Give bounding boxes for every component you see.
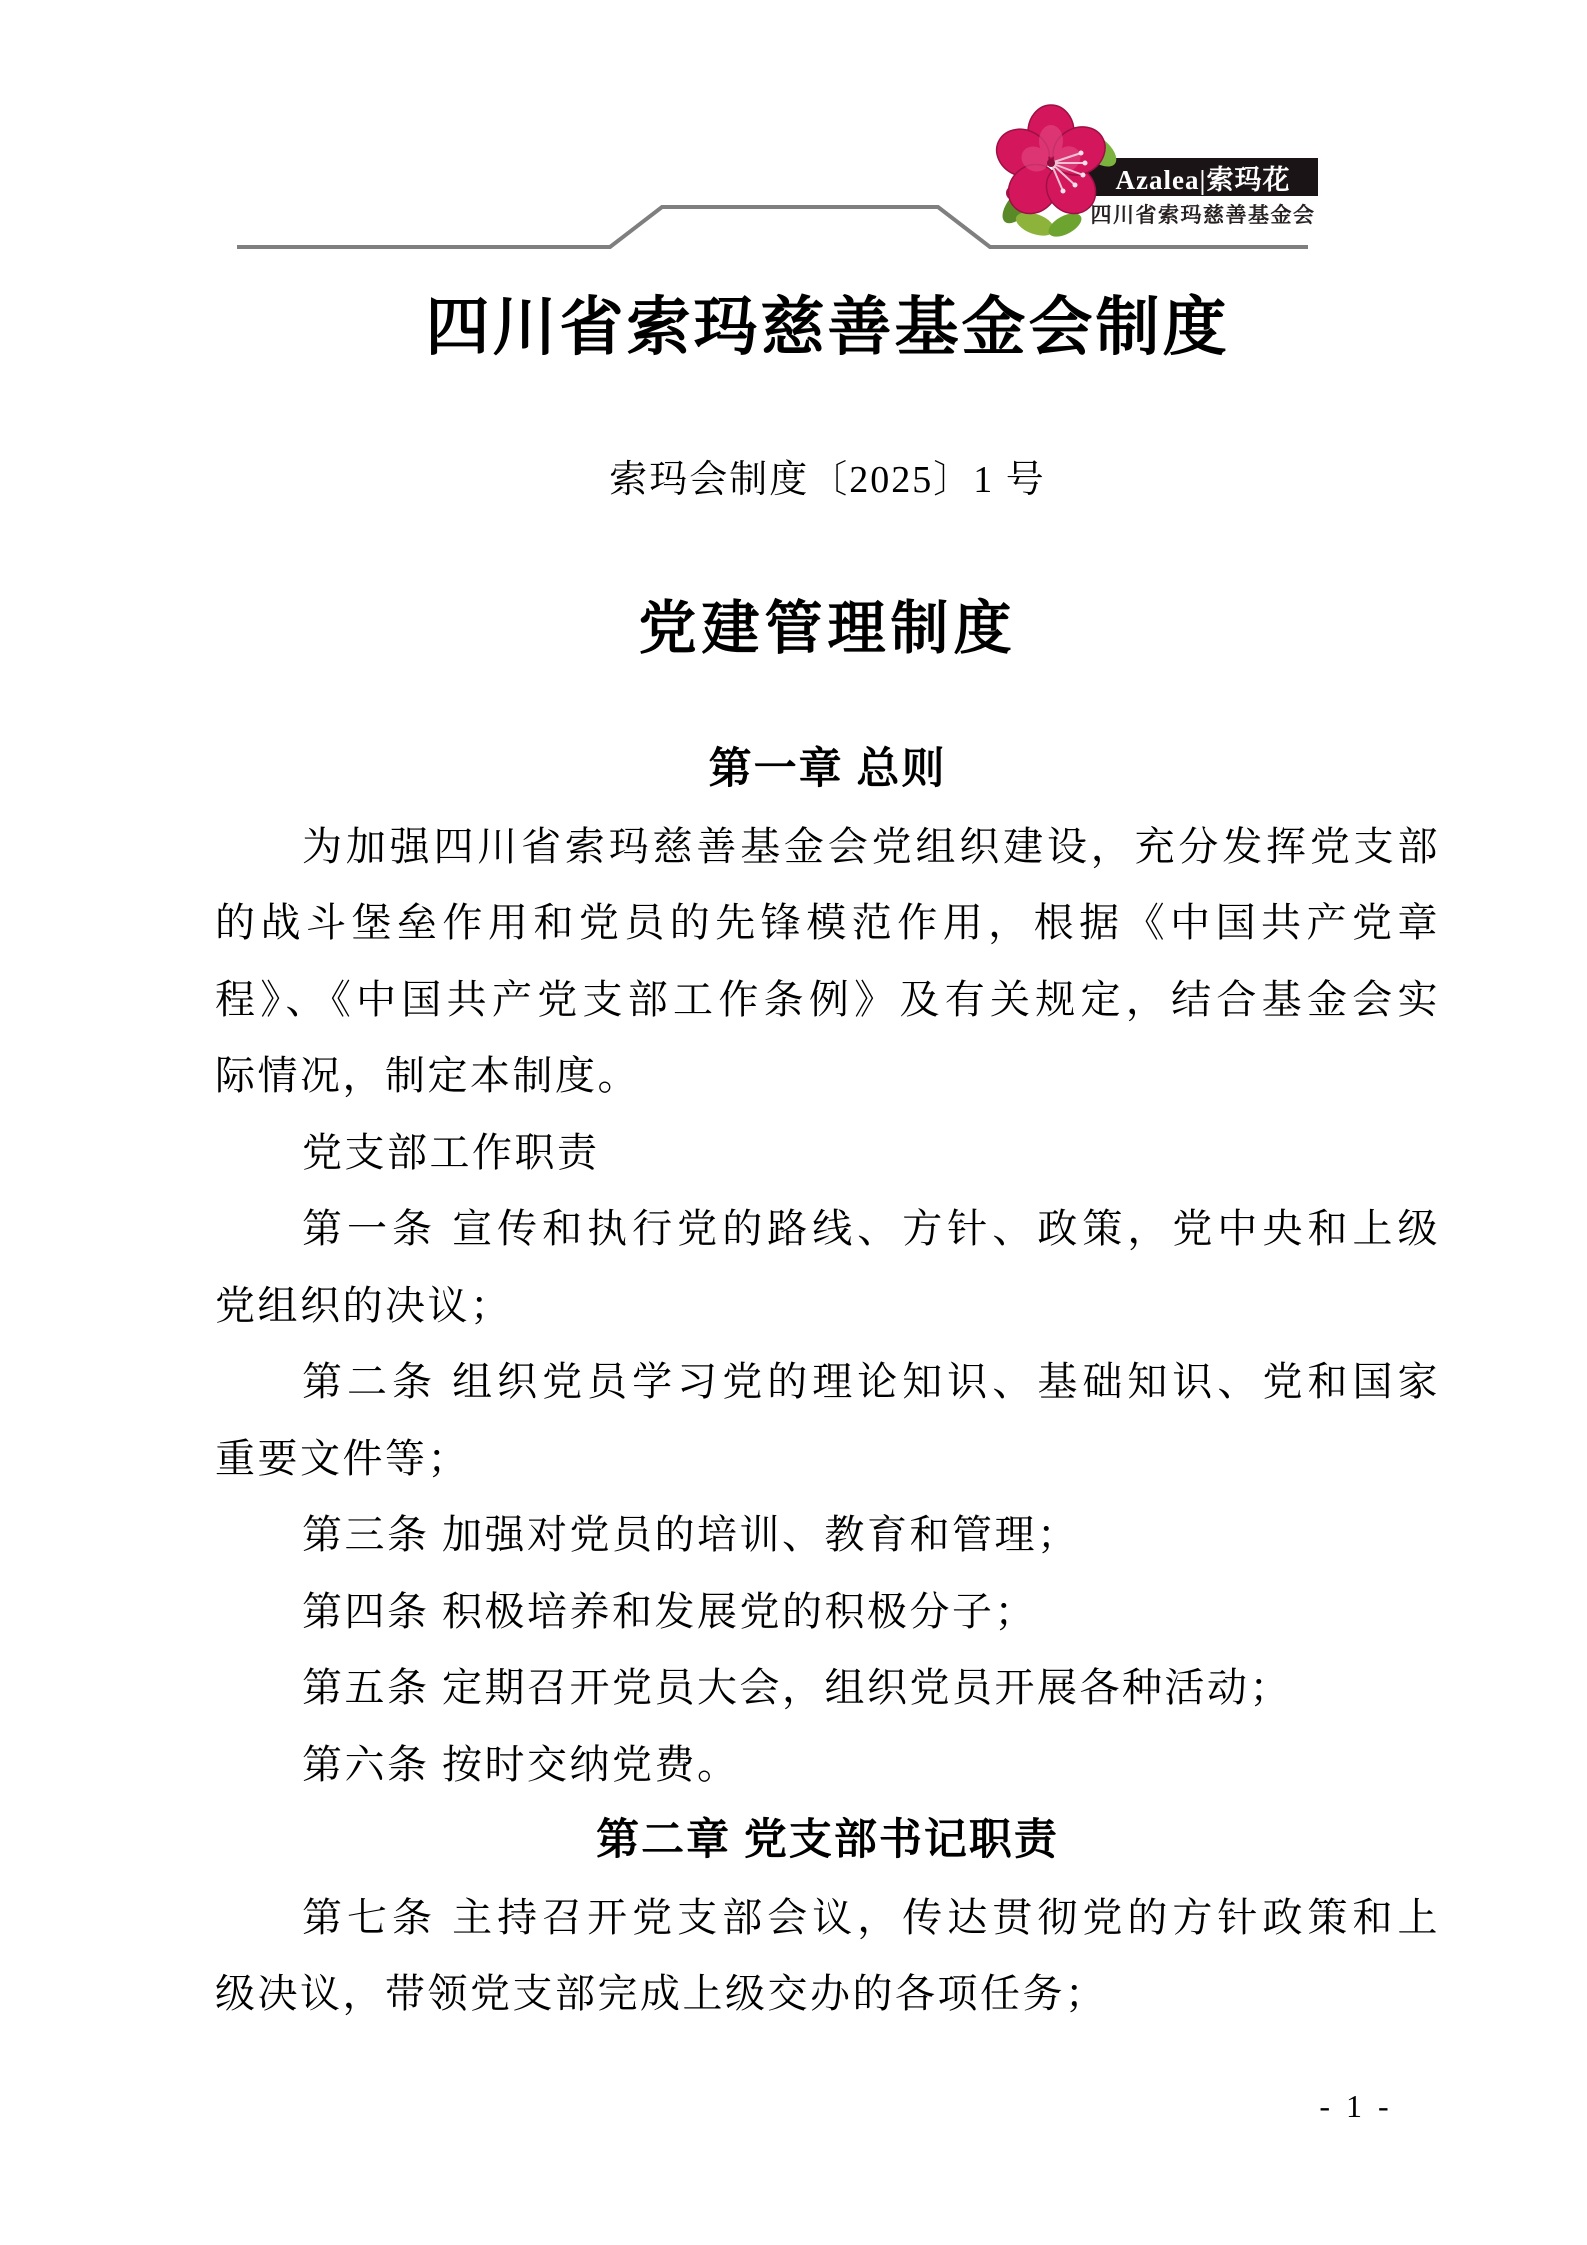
body-line: 的战斗堡垒作用和党员的先锋模范作用，根据《中国共产党章 bbox=[215, 900, 1440, 945]
body-line: 际情况，制定本制度。 bbox=[215, 1053, 640, 1098]
body-line: 第五条 定期召开党员大会，组织党员开展各种活动； bbox=[302, 1665, 1292, 1710]
body-line: 第七条 主持召开党支部会议，传达贯彻党的方针政策和上 bbox=[302, 1894, 1440, 1940]
body-line: 第二条 组织党员学习党的理论知识、基础知识、党和国家 bbox=[302, 1359, 1440, 1404]
body-line: 第六条 按时交纳党费。 bbox=[302, 1741, 740, 1787]
body-line: 为加强四川省索玛慈善基金会党组织建设，充分发挥党支部 bbox=[302, 823, 1440, 869]
body-line: 第三条 加强对党员的培训、教育和管理； bbox=[302, 1512, 1080, 1557]
chapter-heading: 第一章 总则 bbox=[708, 746, 947, 793]
page-number: - 1 - bbox=[1319, 2088, 1393, 2124]
logo-org-name: 四川省索玛慈善基金会 bbox=[1090, 203, 1316, 227]
body-line: 级决议，带领党支部完成上级交办的各项任务； bbox=[215, 1971, 1108, 2016]
body-line: 第一条 宣传和执行党的路线、方针、政策，党中央和上级 bbox=[302, 1206, 1440, 1251]
chapter-heading: 第二章 党支部书记职责 bbox=[596, 1817, 1059, 1864]
document-body bbox=[215, 732, 1440, 2033]
document-number: 索玛会制度〔2025〕1 号 bbox=[609, 459, 1046, 501]
azalea-flower-icon bbox=[993, 101, 1121, 241]
body-line: 重要文件等； bbox=[215, 1435, 470, 1481]
logo-banner bbox=[1088, 158, 1318, 196]
body-line: 程》、《中国共产党支部工作条例》及有关规定，结合基金会实 bbox=[215, 976, 1440, 1022]
decorative-rule bbox=[0, 200, 1587, 260]
body-line: 党支部工作职责 bbox=[302, 1129, 600, 1175]
foundation-logo bbox=[985, 95, 1330, 245]
body-line: 党组织的决议； bbox=[215, 1282, 513, 1328]
document-subtitle: 党建管理制度 bbox=[638, 596, 1017, 661]
document-title: 四川省索玛慈善基金会制度 bbox=[425, 292, 1230, 363]
decorative-rule-line bbox=[0, 200, 1587, 260]
logo-banner-text: Azalea|索玛花 bbox=[1115, 164, 1291, 195]
body-line: 第四条 积极培养和发展党的积极分子； bbox=[302, 1588, 1037, 1634]
